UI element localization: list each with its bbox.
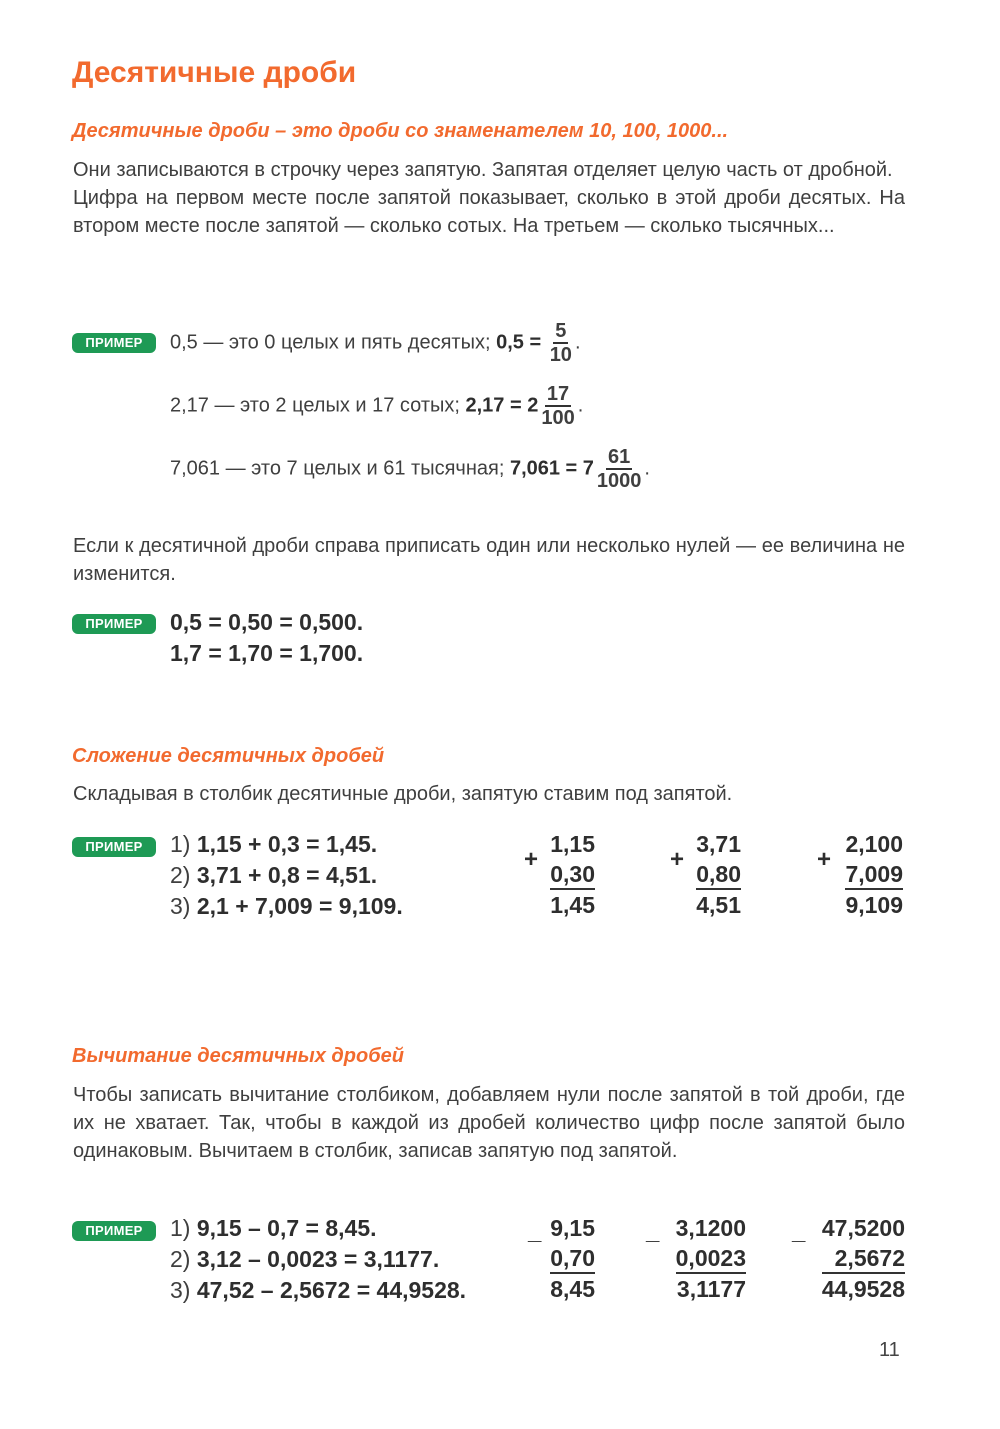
subtraction-column-3: [822, 1213, 905, 1305]
plus-sign: +: [524, 846, 539, 873]
subtraction-heading: Вычитание десятичных дробей: [72, 1045, 404, 1067]
fraction-denominator: 100: [541, 407, 575, 429]
column-operand-a: 3,1200: [675, 1215, 746, 1241]
column-operand-b: 0,80: [696, 860, 741, 890]
column-result: 3,1177: [676, 1276, 746, 1302]
example1-end: .: [574, 331, 581, 354]
minus-sign: _: [646, 1218, 660, 1245]
fraction-numerator: 61: [608, 446, 631, 468]
example1-end: .: [644, 457, 650, 480]
column-operand-a: 47,5200: [821, 1215, 905, 1241]
subtraction-expression: 47,52 – 2,5672 = 44,9528.: [196, 1277, 467, 1303]
column-operand-b: 7,009: [845, 860, 903, 890]
addition-column-2: [696, 829, 741, 921]
column-operand-b: 0,30: [550, 860, 595, 890]
fraction-denominator: 1000: [596, 470, 642, 492]
addition-text: Складывая в столбик десятичные дроби, запятую ставим под запятой.: [73, 783, 733, 805]
example1-text: 2,17 — это 2 целых и 17 сотых;: [170, 394, 460, 417]
subtraction-column-2: [676, 1213, 746, 1305]
column-result: 8,45: [550, 1276, 595, 1302]
line-number: 1): [170, 1215, 191, 1241]
example1-text: 0,5 — это 0 целых и пять десятых;: [170, 331, 491, 354]
line-number: 1): [170, 831, 191, 857]
column-operand-b: 0,70: [550, 1244, 595, 1274]
example1-line-2: [170, 383, 583, 429]
intro-paragraph-2: Цифра на первом месте после запятой показывает, сколько в этой дроби десятых. На втором месте после запятой — сколько сотых. На третьем — сколько тысячных...: [73, 187, 905, 237]
column-result: 9,109: [845, 892, 903, 918]
subtraction-line-2: [170, 1246, 439, 1273]
plus-sign: +: [817, 846, 832, 873]
fraction-denominator: 10: [549, 344, 572, 366]
zeros-equation-2: 1,7 = 1,70 = 1,700.: [170, 640, 364, 666]
intro-paragraph-1: Они записываются в строчку через запятую. Запятая отделяет целую часть от дробной.: [73, 159, 893, 181]
subtraction-expression: 3,12 – 0,0023 = 3,1177.: [196, 1246, 440, 1272]
example1-line-1: [170, 320, 581, 366]
subtraction-text: Чтобы записать вычитание столбиком, добавляем нули после запятой в той дроби, где их не хватает. Так, чтобы в каждой из дробей количество цифр после запятой было одинаковым. Вычитаем в столбик, записав запятую под запятой.: [73, 1084, 905, 1162]
addition-heading: Сложение десятичных дробей: [72, 745, 385, 767]
fraction: [539, 383, 576, 429]
addition-line-2: [170, 862, 377, 889]
fraction: [595, 446, 644, 492]
fraction: [548, 320, 574, 366]
example-badge: ПРИМЕР: [72, 837, 156, 857]
intro-heading: Десятичные дроби – это дроби со знаменателем 10, 100, 1000...: [72, 120, 729, 142]
column-operand-a: 3,71: [696, 831, 741, 857]
fraction-numerator: 17: [546, 383, 570, 405]
column-operand-a: 2,100: [845, 831, 903, 857]
subtraction-line-1: [170, 1215, 377, 1242]
page-number: 11: [879, 1339, 900, 1361]
fraction-numerator: 5: [555, 320, 567, 342]
subtraction-line-3: [170, 1277, 466, 1304]
example1-lhs: 2,17 = 2: [465, 394, 539, 417]
plus-sign: +: [670, 846, 685, 873]
line-number: 2): [170, 862, 191, 888]
addition-expression: 1,15 + 0,3 = 1,45.: [196, 831, 378, 857]
column-operand-a: 1,15: [550, 831, 595, 857]
minus-sign: _: [528, 1218, 542, 1245]
example1-lhs: 0,5 =: [496, 331, 542, 354]
zeros-text: Если к десятичной дроби справа приписать один или несколько нулей — ее величина не изменится.: [73, 535, 905, 585]
line-number: 2): [170, 1246, 191, 1272]
example-badge: ПРИМЕР: [72, 1221, 156, 1241]
minus-sign: _: [792, 1218, 806, 1245]
example1-lhs: 7,061 = 7: [509, 457, 594, 480]
column-result: 44,9528: [821, 1276, 905, 1302]
addition-line-1: [170, 831, 377, 858]
example1-text: 7,061 — это 7 целых и 61 тысячная;: [170, 457, 505, 480]
column-operand-b: 2,5672: [822, 1244, 905, 1274]
intro-text: [73, 156, 905, 240]
addition-column-1: [550, 829, 595, 921]
page-title: Десятичные дроби: [72, 56, 357, 89]
example-badge: ПРИМЕР: [72, 333, 156, 353]
column-result: 4,51: [696, 892, 741, 918]
column-result: 1,45: [550, 892, 595, 918]
addition-expression: 3,71 + 0,8 = 4,51.: [196, 862, 378, 888]
subtraction-expression: 9,15 – 0,7 = 8,45.: [196, 1215, 377, 1241]
addition-expression: 2,1 + 7,009 = 9,109.: [196, 893, 403, 919]
addition-column-3: [845, 829, 903, 921]
zeros-equation-1: 0,5 = 0,50 = 0,500.: [170, 609, 364, 635]
line-number: 3): [170, 1277, 191, 1303]
example1-line-3: [170, 446, 650, 492]
column-operand-a: 9,15: [550, 1215, 595, 1241]
addition-line-3: [170, 893, 403, 920]
example1-end: .: [577, 394, 584, 417]
example-badge: ПРИМЕР: [72, 614, 156, 634]
column-operand-b: 0,0023: [676, 1244, 746, 1274]
subtraction-column-1: [550, 1213, 595, 1305]
line-number: 3): [170, 893, 191, 919]
